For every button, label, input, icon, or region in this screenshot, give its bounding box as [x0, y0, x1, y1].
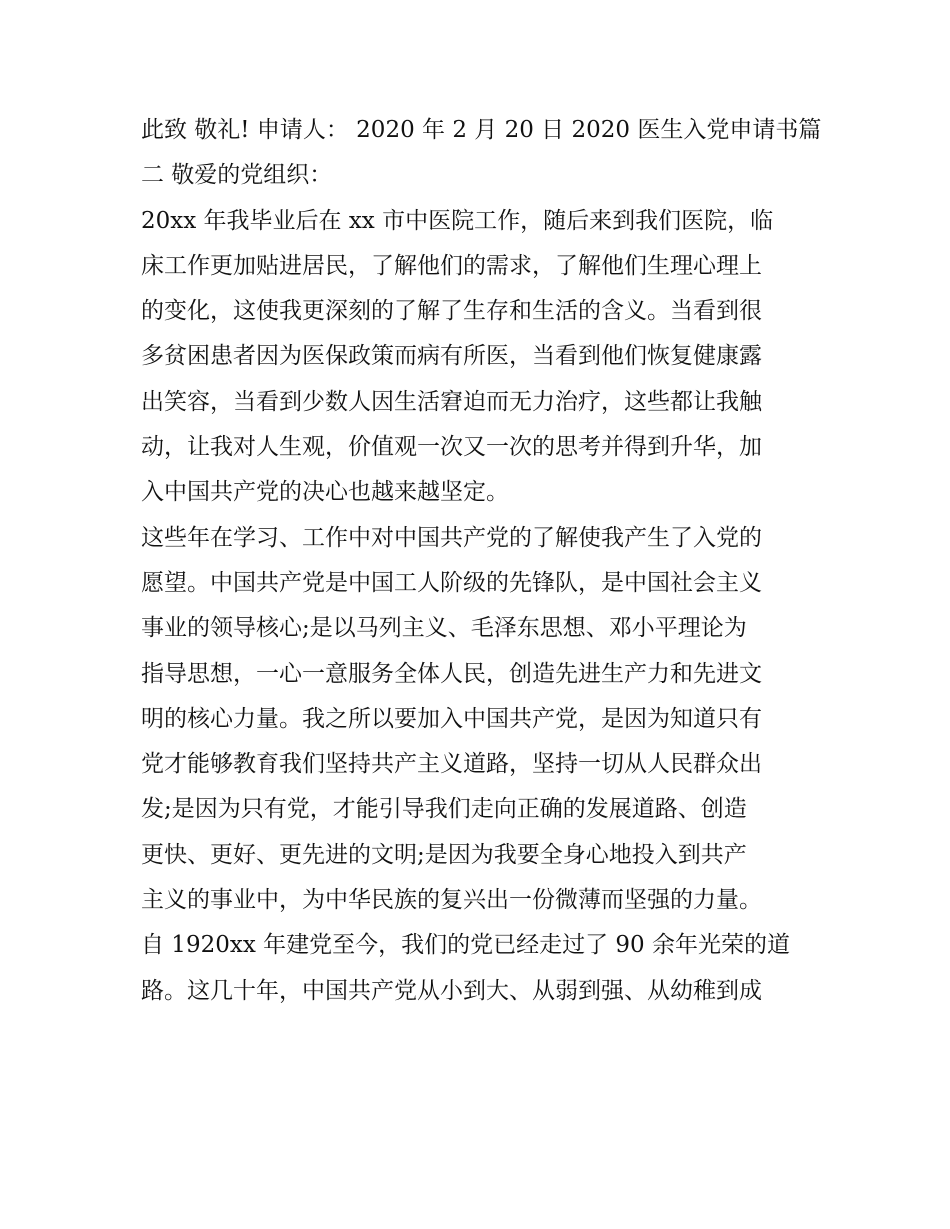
text-line: 出笑容，当看到少数人因生活窘迫而无力治疗，这些都让我触 [141, 388, 762, 415]
text-line: 动，让我对人生观，价值观一次又一次的思考并得到升华，加 [141, 434, 762, 461]
text-line: 的变化，这使我更深刻的了解了生存和生活的含义。当看到很 [141, 298, 762, 325]
text-line: 此致 敬礼! 申请人： 2020 年 2 月 20 日 2020 医生入党申请书篇 [141, 117, 821, 143]
text-line: 愿望。中国共产党是中国工人阶级的先锋队，是中国社会主义 [141, 569, 762, 596]
text-line: 床工作更加贴进居民，了解他们的需求，了解他们生理心理上 [141, 252, 762, 279]
text-line: 主义的事业中，为中华民族的复兴出一份微薄而坚强的力量。 [141, 887, 762, 914]
text-line: 自 1920xx 年建党至今，我们的党已经走过了 90 余年光荣的道 [141, 932, 790, 959]
text-line: 事业的领导核心;是以马列主义、毛泽东思想、邓小平理论为 [141, 615, 747, 642]
text-line: 路。这几十年，中国共产党从小到大、从弱到强、从幼稚到成 [141, 977, 762, 1004]
text-line: 明的核心力量。我之所以要加入中国共产党，是因为知道只有 [141, 705, 762, 732]
text-line: 20xx 年我毕业后在 xx 市中医院工作，随后来到我们医院，临 [141, 207, 774, 234]
text-line: 指导思想，一心一意服务全体人民，创造先进生产力和先进文 [141, 660, 762, 687]
text-line: 更快、更好、更先进的文明;是因为我要全身心地投入到共产 [141, 841, 747, 868]
text-line: 发;是因为只有党，才能引导我们走向正确的发展道路、创造 [141, 796, 747, 823]
text-line: 二 敬爱的党组织： [141, 162, 333, 189]
text-line: 多贫困患者因为医保政策而病有所医，当看到他们恢复健康露 [141, 343, 762, 370]
text-line: 入中国共产党的决心也越来越坚定。 [141, 479, 509, 506]
text-line: 这些年在学习、工作中对中国共产党的了解使我产生了入党的 [141, 524, 762, 551]
document-body [141, 108, 821, 1014]
text-line: 党才能够教育我们坚持共产主义道路，坚持一切从人民群众出 [141, 751, 762, 778]
